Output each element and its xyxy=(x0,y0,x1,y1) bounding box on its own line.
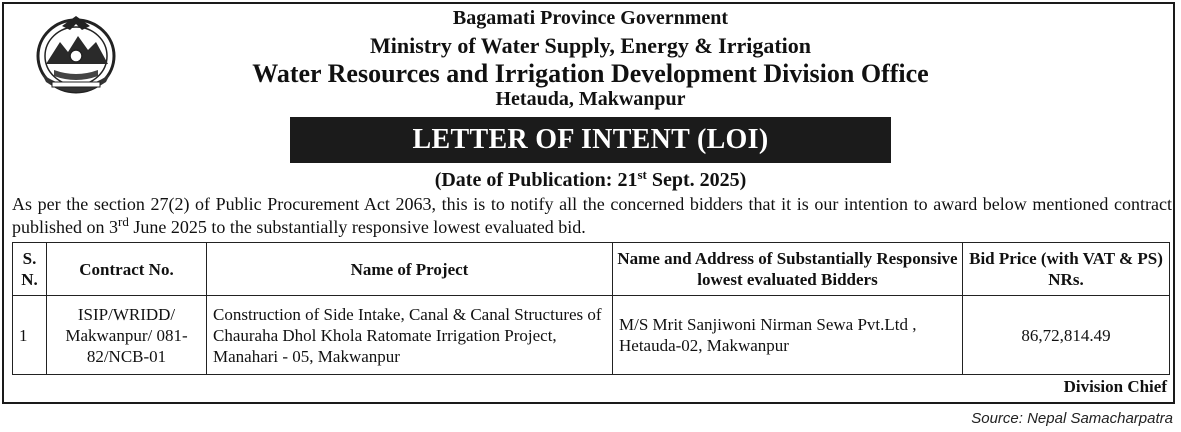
cell-contract-no: ISIP/WRIDD/ Makwanpur/ 081-82/NCB-01 xyxy=(47,296,207,375)
office-location: Hetauda, Makwanpur xyxy=(495,88,686,110)
cell-bid-price: 86,72,814.49 xyxy=(963,296,1170,375)
cell-sn: 1 xyxy=(13,296,47,375)
header-contract-no: Contract No. xyxy=(47,243,207,296)
table-row xyxy=(13,296,1170,375)
header-project-name: Name of Project xyxy=(207,243,613,296)
header-bidder: Name and Address of Substantially Responsive lowest evaluated Bidders xyxy=(613,243,963,296)
notice-title: LETTER OF INTENT (LOI) xyxy=(290,117,891,163)
source-credit: Source: Nepal Samacharpatra xyxy=(971,410,1173,427)
government-name: Bagamati Province Government xyxy=(452,7,729,29)
header-sn: S. N. xyxy=(13,243,47,296)
office-name: Water Resources and Irrigation Development Division Office xyxy=(252,59,929,88)
ministry-name: Ministry of Water Supply, Energy & Irrigation xyxy=(369,33,812,58)
header-bid-price: Bid Price (with VAT & PS) NRs. xyxy=(963,243,1170,296)
award-table xyxy=(12,242,1170,375)
intro-paragraph: As per the section 27(2) of Public Procurement Act 2063, this is to notify all the concerned bidders that it is our intention to award below mentioned contract published on 3rd June 2025 to the substantially responsive lowest evaluated bid. xyxy=(12,194,1172,237)
cell-project-name: Construction of Side Intake, Canal & Canal Structures of Chauraha Dhol Khola Ratomate Irrigation Project, Manahari - 05, Makwanpur xyxy=(207,296,613,375)
cell-bidder: M/S Mrit Sanjiwoni Nirman Sewa Pvt.Ltd , Hetauda-02, Makwanpur xyxy=(613,296,963,375)
table-header-row xyxy=(13,243,1170,296)
signatory-title: Division Chief xyxy=(1063,377,1167,396)
publication-date: (Date of Publication: 21st Sept. 2025) xyxy=(434,167,747,191)
